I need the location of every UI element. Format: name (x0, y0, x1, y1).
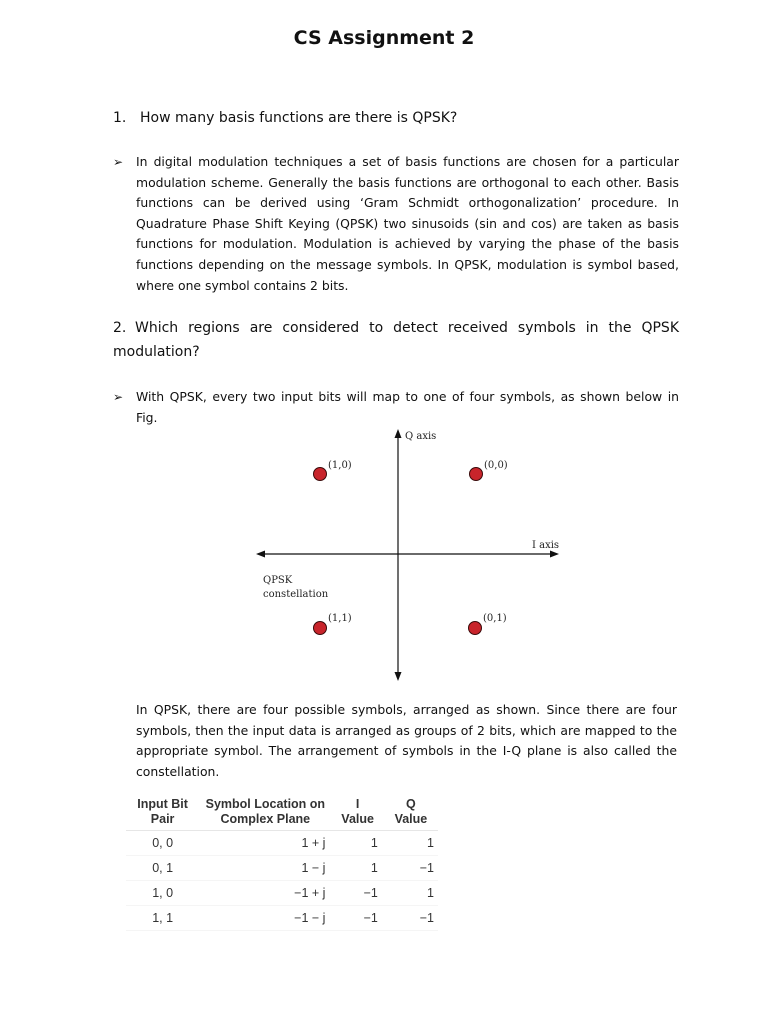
answer-1-text: In digital modulation techniques a set of basis functions are chosen for a particular modulation scheme. Generally the basis functions are orthogonal to each other. Basis functions can be derived using ‘Gram Schmidt orthogonalization’ procedure. In Quadrature Phase Shift Keying (QPSK) two sinusoids (sin and cos) are taken as basis functions for modulation. Modulation is achieved by varying the phase of the basis functions depending on the message symbols. In QPSK, modulation is symbol based, where one symbol contains 2 bits. (136, 154, 679, 293)
cell-i-value: −1 (331, 881, 383, 906)
cell-q-value: −1 (384, 906, 438, 931)
header-text: Value (341, 812, 374, 826)
header-text: Pair (150, 812, 175, 826)
answer-2-bullet (113, 387, 679, 428)
i-axis-arrow-left-icon (256, 551, 265, 558)
table-row (126, 856, 438, 881)
table-row (126, 906, 438, 931)
cell-symbol-location: 1 + j (199, 831, 331, 856)
header-text: Input Bit (137, 797, 188, 811)
i-axis-label: I axis (532, 540, 560, 551)
header-text: Complex Plane (220, 812, 311, 826)
bullet-arrow-icon: ➢ (113, 390, 124, 404)
symbol-label-01: (0,1) (483, 613, 507, 624)
constellation-label-line-2: constellation (263, 589, 329, 600)
qpsk-mapping-table (126, 794, 438, 931)
symbol-point-11 (314, 622, 327, 635)
cell-bit-pair: 0, 0 (126, 831, 199, 856)
symbol-point-01 (469, 622, 482, 635)
cell-bit-pair: 0, 1 (126, 856, 199, 881)
constellation-label-line-1: QPSK (263, 575, 293, 586)
table-row (126, 831, 438, 856)
i-axis-arrow-right-icon (550, 551, 559, 558)
header-q-value (384, 794, 438, 831)
symbol-point-00 (470, 468, 483, 481)
symbol-point-10 (314, 468, 327, 481)
q-axis-arrow-top-icon (395, 429, 402, 438)
cell-i-value: 1 (331, 856, 383, 881)
cell-q-value: 1 (384, 831, 438, 856)
constellation-paragraph: In QPSK, there are four possible symbols, arranged as shown. Since there are four symbols, then the input data is arranged as groups of 2 bits, which are mapped to the appropriate symbol. The arrangement of symbols in the I-Q plane is also called the constellation. (136, 702, 677, 779)
bullet-arrow-icon: ➢ (113, 155, 124, 169)
question-1 (113, 106, 683, 130)
cell-symbol-location: 1 − j (199, 856, 331, 881)
question-2 (113, 316, 679, 364)
question-1-text: How many basis functions are there is QPSK? (140, 110, 458, 126)
header-symbol-location (199, 794, 331, 831)
q-axis-label: Q axis (405, 431, 437, 442)
cell-i-value: −1 (331, 906, 383, 931)
qpsk-constellation-diagram (250, 425, 570, 685)
answer-1-bullet (113, 152, 679, 296)
symbol-label-00: (0,0) (484, 460, 508, 471)
symbol-label-11: (1,1) (328, 613, 352, 624)
answer-2-text: With QPSK, every two input bits will map to one of four symbols, as shown below in Fig. (136, 389, 679, 425)
question-1-number: 1. (113, 110, 127, 126)
cell-i-value: 1 (331, 831, 383, 856)
document-title: CS Assignment 2 (293, 27, 475, 49)
q-axis-arrow-bottom-icon (395, 672, 402, 681)
question-2-number: 2. (113, 320, 127, 336)
cell-q-value: 1 (384, 881, 438, 906)
cell-bit-pair: 1, 0 (126, 881, 199, 906)
header-text: Symbol Location on (205, 797, 326, 811)
table-row (126, 881, 438, 906)
question-2-text: Which regions are considered to detect received symbols in the QPSK modulation? (113, 320, 679, 360)
header-input-bit-pair (126, 794, 199, 831)
header-text: I (355, 797, 360, 811)
cell-q-value: −1 (384, 856, 438, 881)
header-text: Q (406, 797, 416, 811)
header-text: Value (394, 812, 428, 826)
cell-symbol-location: −1 + j (199, 881, 331, 906)
cell-symbol-location: −1 − j (199, 906, 331, 931)
cell-bit-pair: 1, 1 (126, 906, 199, 931)
symbol-label-10: (1,0) (328, 460, 352, 471)
header-i-value (331, 794, 383, 831)
table-header-row (126, 794, 438, 831)
